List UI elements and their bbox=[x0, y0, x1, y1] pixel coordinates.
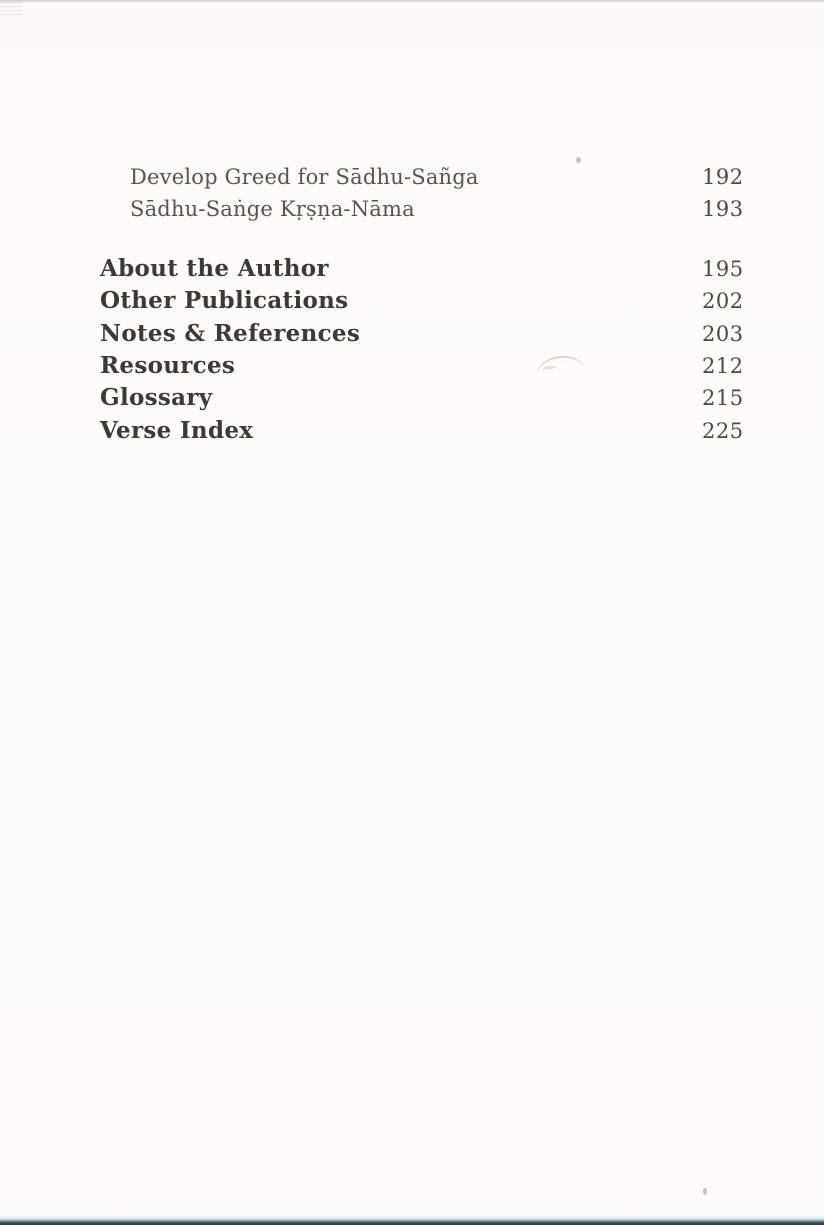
scan-top-edge bbox=[0, 0, 824, 3]
toc-entry bbox=[100, 161, 760, 193]
toc-entry-page-number: 202 bbox=[702, 289, 744, 314]
toc-entry bbox=[100, 382, 760, 414]
toc-entry bbox=[100, 253, 760, 285]
toc-entry-page-number: 195 bbox=[702, 256, 744, 281]
toc-entry-page-number: 212 bbox=[702, 354, 744, 379]
toc-entry-label: Resources bbox=[100, 352, 236, 380]
toc-main-group bbox=[100, 253, 760, 447]
scan-speck-artifact bbox=[576, 157, 581, 163]
toc-entry bbox=[100, 285, 760, 317]
toc-entry-page-number: 215 bbox=[702, 386, 744, 411]
toc-entry bbox=[100, 318, 760, 350]
toc-entry-label: Develop Greed for Sādhu-Sañga bbox=[130, 165, 479, 189]
toc-entry bbox=[100, 350, 760, 382]
toc-entry-label: Notes & References bbox=[100, 319, 361, 347]
toc-entry-label: Other Publications bbox=[100, 287, 349, 315]
toc-entry-label: Verse Index bbox=[100, 416, 254, 444]
toc-entry bbox=[100, 193, 760, 225]
toc-entry-page-number: 203 bbox=[702, 321, 744, 346]
toc-subentry-group bbox=[100, 161, 760, 226]
scan-streaks-artifact bbox=[0, 2, 22, 18]
scan-speck-artifact bbox=[703, 1188, 707, 1195]
toc-entry bbox=[100, 415, 760, 447]
toc-entry-label: Sādhu-Saṅge Kṛṣṇa-Nāma bbox=[130, 197, 415, 222]
toc-entry-label: About the Author bbox=[100, 254, 329, 282]
toc-entry-page-number: 192 bbox=[702, 165, 744, 189]
toc-entry-page-number: 193 bbox=[702, 197, 744, 222]
scan-bottom-edge bbox=[0, 1216, 824, 1225]
table-of-contents bbox=[100, 161, 760, 447]
toc-entry-label: Glossary bbox=[100, 384, 213, 412]
toc-entry-page-number: 225 bbox=[702, 418, 744, 443]
